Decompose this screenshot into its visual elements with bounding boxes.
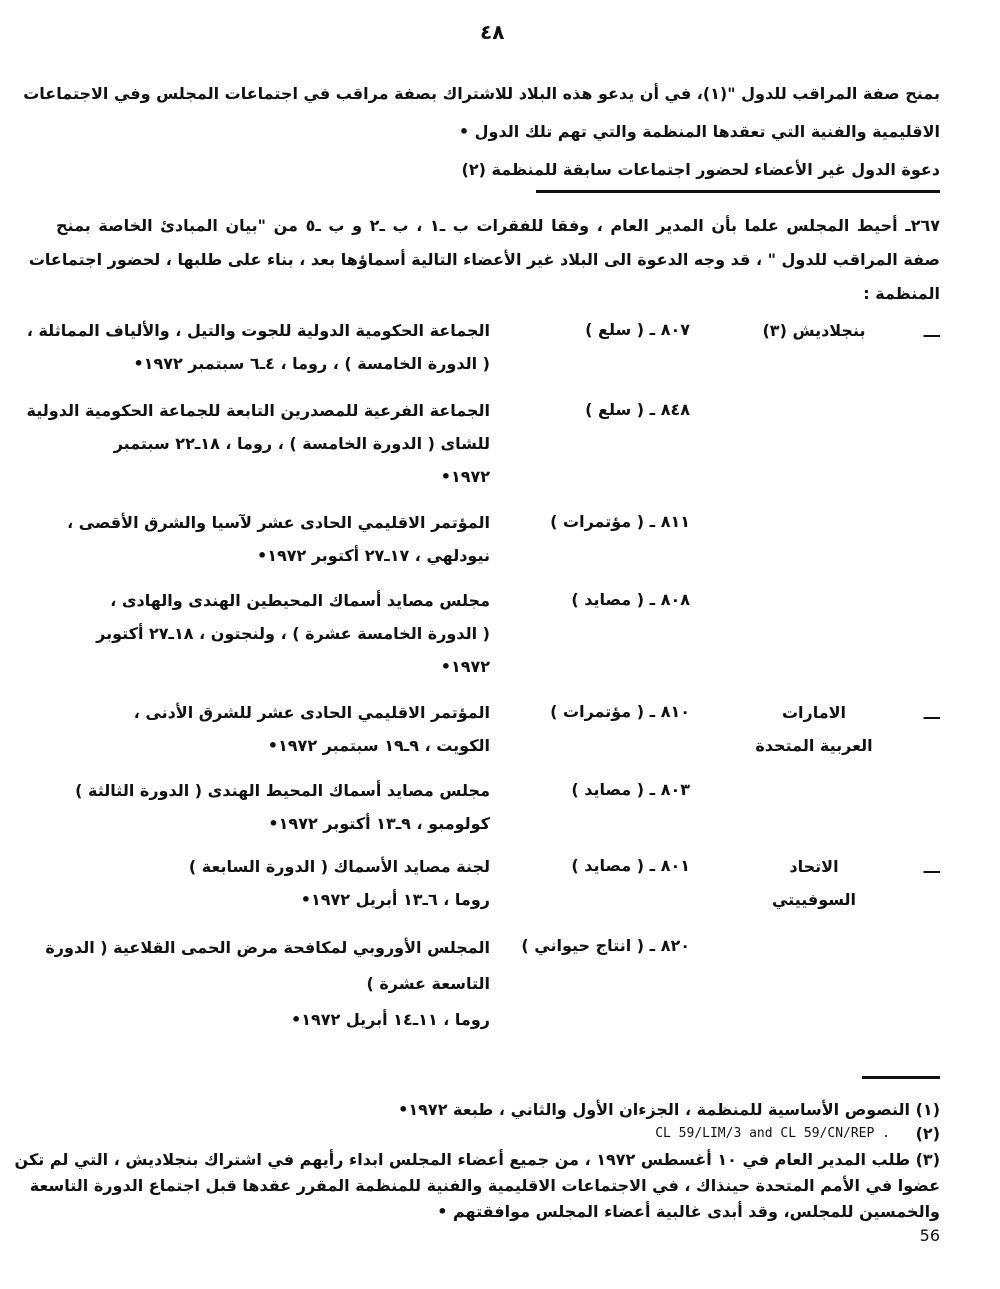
country-ussr: الاتحاد السوفييتي: [771, 857, 857, 909]
desc-line: المؤتمر الاقليمي الحادى عشر لآسيا والشرق الأقصى ،: [67, 513, 490, 532]
entry-dash: ـــ: [923, 322, 940, 341]
desc-line: للشاى ( الدورة الخامسة ) ، روما ، ١٨ـ٢٢ سبتمبر: [113, 434, 490, 453]
entry-code: ٨٠٧ ـ ( سلع ): [585, 320, 690, 339]
entry-description: [26, 394, 490, 493]
entry-code: ٨٠٨ ـ ( مصايد ): [571, 590, 690, 609]
entry-description: [40, 930, 490, 1038]
footnote-1: (١) النصوص الأساسية للمنظمة ، الجزءان الأول والثاني ، طبعة ١٩٧٢•: [398, 1100, 940, 1119]
footnote-separator: [862, 1076, 940, 1079]
paragraph-line-2: صفة المراقب للدول " ، قد وجه الدعوة الى البلاد غير الأعضاء التالية أسماؤها بعد ، بناء على طلبها ، لحضور اجتماعات: [28, 250, 940, 269]
intro-line-1: بمنح صفة المراقب للدول "(١)، في أن يدعو هذه البلاد للاشتراك بصفة مراقب في اجتماعات المجلس وفي الاجتماعات: [23, 84, 940, 103]
entry-code: ٨٢٠ ـ ( انتاج حيواني ): [521, 936, 690, 955]
desc-line: روما ، ١١ـ١٤ أبريل ١٩٧٢•: [291, 1010, 490, 1029]
footnote-2-text: CL 59/LIM/3 and CL 59/CN/REP .: [655, 1126, 890, 1141]
entry-description: [40, 774, 490, 840]
entry-dash: ـــ: [923, 858, 940, 877]
intro-line-2: الاقليمية والفنية التي تعقدها المنظمة والتي تهم تلك الدول •: [458, 122, 940, 141]
entry-dash: ـــ: [923, 704, 940, 723]
entry-description: [40, 584, 490, 683]
desc-line: ١٩٧٢•: [440, 467, 490, 486]
country-bangladesh: بنجلاديش (٣): [762, 321, 866, 340]
desc-line: ١٩٧٢•: [440, 657, 490, 676]
desc-line: الجماعة الفرعية للمصدرين التابعة للجماعة الحكومية الدولية: [26, 401, 490, 420]
heading-underline: [536, 190, 940, 193]
entry-code: ٨١٠ ـ ( مؤتمرات ): [550, 702, 690, 721]
desc-line: لجنة مصايد الأسماك ( الدورة السابعة ): [188, 857, 490, 876]
country-uae: الامارات العربية المتحدة: [755, 703, 873, 755]
entry-description: [26, 314, 490, 380]
footnote-3-line-3: والخمسين للمجلس، وقد أبدى غالبية أعضاء المجلس موافقتهم •: [437, 1202, 940, 1221]
footnote-2-marker: (٢): [915, 1124, 940, 1143]
entry-description: [40, 850, 490, 916]
page-number-bottom: 56: [919, 1226, 940, 1245]
desc-line: ( الدورة الخامسة عشرة ) ، ولنجتون ، ١٨ـ٢٧ أكتوبر: [96, 624, 490, 643]
footnote-3-line-2: عضوا في الأمم المتحدة حينذاك ، في الاجتماعات الاقليمية والفنية للمنظمة المقرر عقدها قبل اجتماع الدورة التاسعة: [29, 1176, 940, 1195]
desc-line: الجماعة الحكومية الدولية للجوت والتيل ، والألياف المماثلة ،: [26, 321, 490, 340]
desc-line: ( الدورة الخامسة ) ، روما ، ٤ـ٦ سبتمبر ١٩٧٢•: [133, 354, 490, 373]
page-number-top: ٤٨: [480, 20, 505, 44]
desc-line: روما ، ٦ـ١٣ أبريل ١٩٧٢•: [300, 890, 490, 909]
entry-description: [40, 506, 490, 572]
desc-line: المؤتمر الاقليمي الحادى عشر للشرق الأدنى ،: [133, 703, 490, 722]
entry-description: [40, 696, 490, 762]
entry-code: ٨١١ ـ ( مؤتمرات ): [550, 512, 690, 531]
section-heading: دعوة الدول غير الأعضاء لحضور اجتماعات سابقة للمنظمة (٢): [461, 160, 940, 179]
desc-line: المجلس الأوروبي لمكافحة مرض الحمى القلاعية ( الدورة: [45, 938, 490, 957]
desc-line: كولومبو ، ٩ـ١٣ أكتوبر ١٩٧٢•: [268, 814, 490, 833]
desc-line: التاسعة عشرة ): [366, 974, 490, 993]
paragraph-line-3: المنظمة :: [863, 284, 940, 303]
desc-line: نيودلهي ، ١٧ـ٢٧ أكتوبر ١٩٧٢•: [256, 546, 490, 565]
desc-line: مجلس مصايد أسماك المحيط الهندى ( الدورة الثالثة ): [75, 781, 490, 800]
entry-code: ٨٤٨ ـ ( سلع ): [585, 400, 690, 419]
entry-code: ٨٠١ ـ ( مصايد ): [571, 856, 690, 875]
desc-line: الكويت ، ٩ـ١٩ سبتمبر ١٩٧٢•: [267, 736, 490, 755]
footnote-3-line-1: (٣) طلب المدير العام في ١٠ أغسطس ١٩٧٢ ، من جميع أعضاء المجلس ابداء رأيهم في اشتراك بنجلاديش ، التي لم تكن: [14, 1150, 940, 1169]
paragraph-line-1: ٢٦٧ـ أحيط المجلس علما بأن المدير العام ، وفقا للفقرات ب ـ١ ، ب ـ٢ و ب ـ٥ من "بيان المبادئ الخاصة بمنح: [56, 216, 941, 235]
entry-code: ٨٠٣ ـ ( مصايد ): [571, 780, 690, 799]
desc-line: مجلس مصايد أسماك المحيطين الهندى والهادى ،: [110, 591, 490, 610]
